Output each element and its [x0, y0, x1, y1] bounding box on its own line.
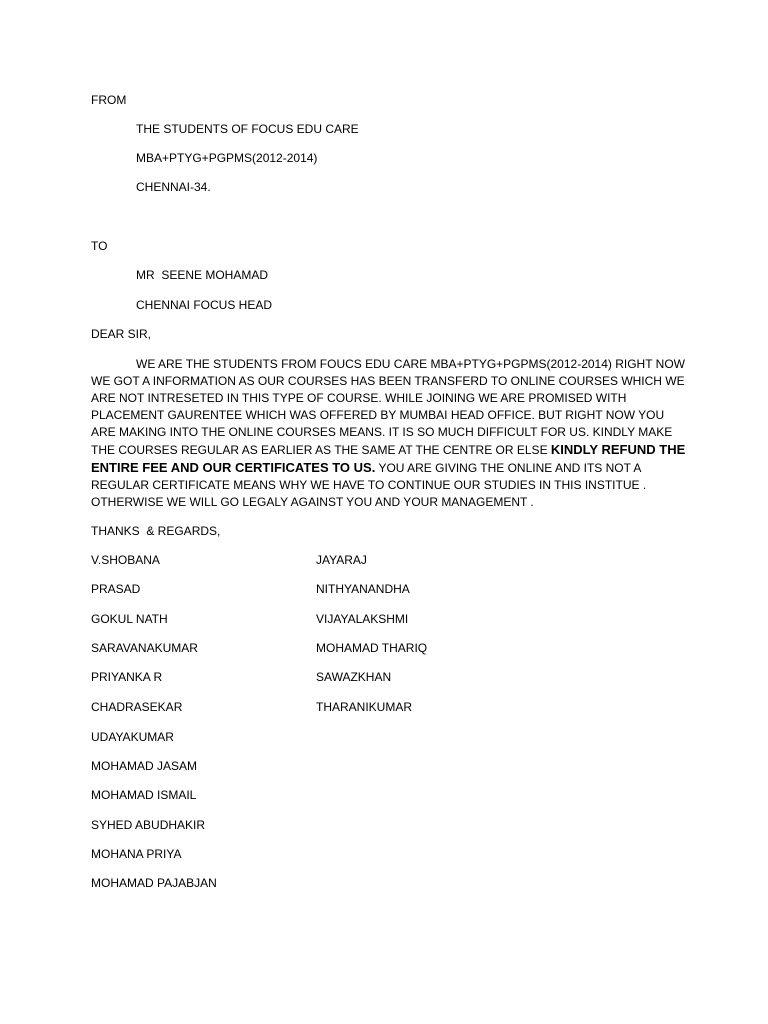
signatory: MOHAMAD ISMAIL [91, 788, 197, 802]
to-line-2: CHENNAI FOCUS HEAD [136, 298, 273, 312]
from-line-2: MBA+PTYG+PGPMS(2012-2014) [136, 151, 318, 165]
to-line-1: MR SEENE MOHAMAD [136, 268, 269, 282]
from-label: FROM [91, 93, 127, 107]
signatory: NITHYANANDHA [316, 582, 410, 596]
from-line-1: THE STUDENTS OF FOCUS EDU CARE [136, 122, 359, 136]
signatory: JAYARAJ [316, 553, 367, 567]
signatory: VIJAYALAKSHMI [316, 612, 409, 626]
signatory: THARANIKUMAR [316, 700, 413, 714]
signatory: SYHED ABUDHAKIR [91, 818, 206, 832]
salutation: DEAR SIR, [91, 327, 152, 341]
signatory: PRASAD [91, 582, 141, 596]
from-line-3: CHENNAI-34. [136, 180, 211, 194]
body-part-2: YOU ARE GIVING THE ONLINE AND ITS NOT A REGULAR CERTIFICATE MEANS WHY WE HAVE TO CONTINUE OUR STUDIES IN THIS INSTITUE . OTHERWISE WE WILL GO LEGALY AGAINST YOU AND YOUR MANAGEMENT . [91, 461, 647, 509]
signatory: MOHAMAD PAJABJAN [91, 876, 217, 890]
signatory: MOHANA PRIYA [91, 847, 182, 861]
signatory: CHADRASEKAR [91, 700, 183, 714]
body-part-1: WE ARE THE STUDENTS FROM FOUCS EDU CARE MBA+PTYG+PGPMS(2012-2014) RIGHT NOW WE GOT A INFORMATION AS OUR COURSES HAS BEEN TRANSFERD TO ONLINE COURSES WHICH WE ARE NOT INTRESETED IN THIS TYPE OF COURSE. WHILE JOINING WE ARE PROMISED WITH PLACEMENT GAURENTEE WHICH WAS OFFERED BY MUMBAI HEAD OFFICE. BUT RIGHT NOW YOU ARE MAKING INTO THE ONLINE COURSES MEANS. IT IS SO MUCH DIFFICULT FOR US. KINDLY MAKE THE COURSES REGULAR AS EARLIER AS THE SAME AT THE CENTRE OR ELSE [91, 357, 685, 457]
signatory: MOHAMAD THARIQ [316, 641, 428, 655]
signatory: MOHAMAD JASAM [91, 759, 198, 773]
signatory: V.SHOBANA [91, 553, 160, 567]
signatory: SAWAZKHAN [316, 670, 392, 684]
signatory: PRIYANKA R [91, 670, 163, 684]
to-label: TO [91, 239, 108, 253]
signatory: SARAVANAKUMAR [91, 641, 198, 655]
body-bold-demand: KINDLY REFUND THE ENTIRE FEE AND OUR CERTIFICATES TO US. [91, 442, 686, 475]
signatory: GOKUL NATH [91, 612, 168, 626]
closing: THANKS & REGARDS, [91, 524, 221, 538]
signatory: UDAYAKUMAR [91, 730, 174, 744]
letter-body [91, 356, 691, 511]
